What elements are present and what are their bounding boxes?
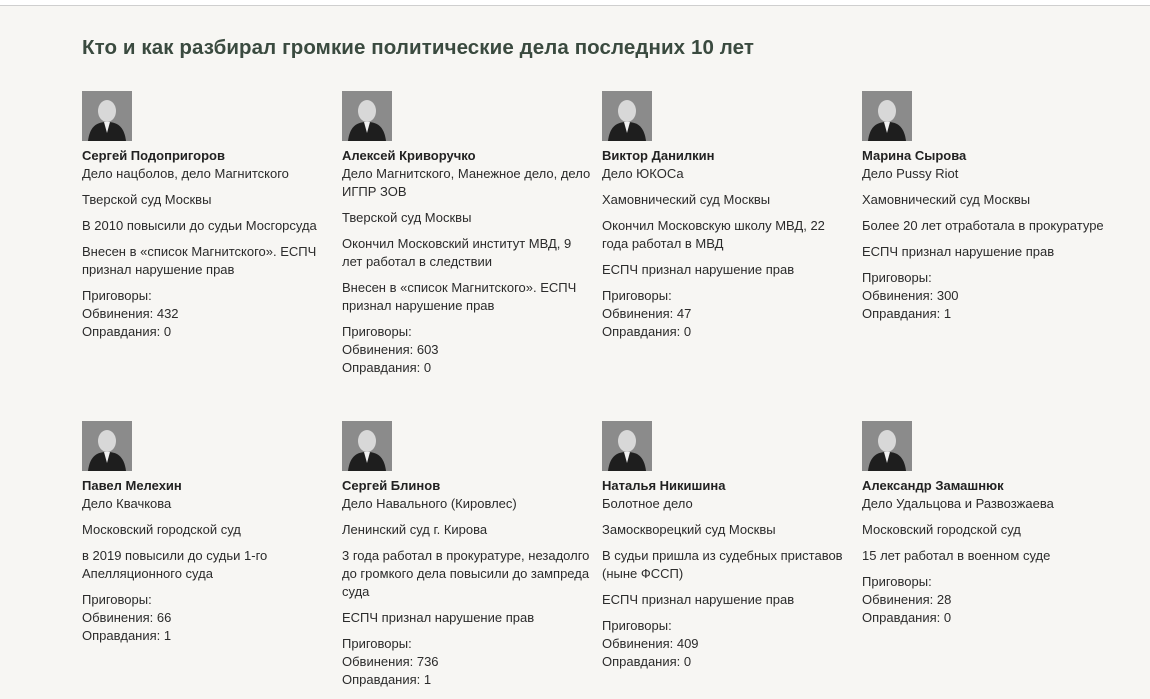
- judge-portrait-icon: [342, 421, 392, 471]
- judge-cases: Дело Удальцова и Развозжаева: [862, 496, 1054, 511]
- judge-card: [82, 91, 332, 377]
- verdicts-label: Приговоры:: [602, 618, 672, 633]
- judge-cases: Дело нацболов, дело Магнитского: [82, 166, 289, 181]
- verdicts-label: Приговоры:: [342, 636, 412, 651]
- judge-cases: Дело Навального (Кировлес): [342, 496, 517, 511]
- convictions-count: Обвинения: 28: [862, 592, 952, 607]
- top-divider: [0, 0, 1150, 6]
- acquittals-count: Оправдания: 0: [862, 610, 952, 625]
- judge-court: Московский городской суд: [862, 522, 1021, 537]
- judge-court: Хамовнический суд Москвы: [602, 192, 771, 207]
- convictions-count: Обвинения: 409: [602, 636, 699, 651]
- acquittals-count: Оправдания: 0: [82, 324, 172, 339]
- judge-name: Сергей Блинов: [342, 478, 441, 493]
- convictions-count: Обвинения: 66: [82, 610, 172, 625]
- verdict-stats: [862, 269, 1112, 323]
- acquittals-count: Оправдания: 0: [602, 324, 692, 339]
- convictions-count: Обвинения: 432: [82, 306, 179, 321]
- verdicts-label: Приговоры:: [82, 592, 152, 607]
- judge-card: [602, 91, 852, 377]
- judge-court: Московский городской суд: [82, 522, 241, 537]
- judge-court: Тверской суд Москвы: [82, 192, 212, 207]
- judge-card: [342, 421, 592, 689]
- verdict-stats: [82, 287, 332, 341]
- judge-court: Замоскворецкий суд Москвы: [602, 522, 776, 537]
- acquittals-count: Оправдания: 1: [82, 628, 172, 643]
- verdicts-label: Приговоры:: [862, 270, 932, 285]
- judge-portrait-icon: [82, 421, 132, 471]
- page-title: Кто и как разбирал громкие политические дела последних 10 лет: [82, 36, 754, 59]
- verdicts-label: Приговоры:: [342, 324, 412, 339]
- verdicts-label: Приговоры:: [82, 288, 152, 303]
- verdicts-label: Приговоры:: [602, 288, 672, 303]
- judge-note-extra: Внесен в «список Магнитского». ЕСПЧ признал нарушение прав: [342, 280, 577, 313]
- judge-note: 3 года работал в прокуратуре, незадолго до громкого дела повысили до зампреда суда: [342, 548, 590, 599]
- acquittals-count: Оправдания: 0: [342, 360, 432, 375]
- judge-card: [342, 91, 592, 377]
- judge-portrait-icon: [602, 421, 652, 471]
- verdict-stats: [342, 635, 592, 689]
- judge-portrait-icon: [342, 91, 392, 141]
- judge-note: В 2010 повысили до судьи Мосгорсуда: [82, 218, 317, 233]
- judge-card: [82, 421, 332, 689]
- verdicts-label: Приговоры:: [862, 574, 932, 589]
- convictions-count: Обвинения: 736: [342, 654, 439, 669]
- judge-card: [862, 91, 1112, 377]
- judge-note: Более 20 лет отработала в прокуратуре: [862, 218, 1104, 233]
- judge-cases: Дело Pussy Riot: [862, 166, 959, 181]
- judge-name: Наталья Никишина: [602, 478, 726, 493]
- verdict-stats: [602, 617, 852, 671]
- judge-note: 15 лет работал в военном суде: [862, 548, 1051, 563]
- judge-note: В судьи пришла из судебных приставов (ныне ФССП): [602, 548, 843, 581]
- judge-name: Алексей Криворучко: [342, 148, 476, 163]
- judge-portrait-icon: [862, 421, 912, 471]
- acquittals-count: Оправдания: 0: [602, 654, 692, 669]
- convictions-count: Обвинения: 47: [602, 306, 692, 321]
- judge-card: [602, 421, 852, 689]
- judge-card: [862, 421, 1112, 689]
- judge-court: Тверской суд Москвы: [342, 210, 472, 225]
- judge-cases: Дело Магнитского, Манежное дело, дело ИГПР ЗОВ: [342, 166, 591, 199]
- judge-note-extra: Внесен в «список Магнитского». ЕСПЧ признал нарушение прав: [82, 244, 317, 277]
- judge-note: Окончил Московский институт МВД, 9 лет работал в следствии: [342, 236, 572, 269]
- verdict-stats: [82, 591, 332, 645]
- judge-portrait-icon: [82, 91, 132, 141]
- verdict-stats: [862, 573, 1112, 627]
- judge-cases: Дело ЮКОСа: [602, 166, 684, 181]
- judge-note-extra: ЕСПЧ признал нарушение прав: [602, 592, 795, 607]
- judge-note-extra: ЕСПЧ признал нарушение прав: [342, 610, 535, 625]
- judge-name: Александр Замашнюк: [862, 478, 1004, 493]
- verdict-stats: [342, 323, 592, 377]
- judge-note-extra: ЕСПЧ признал нарушение прав: [602, 262, 795, 277]
- convictions-count: Обвинения: 300: [862, 288, 959, 303]
- verdict-stats: [602, 287, 852, 341]
- judge-portrait-icon: [602, 91, 652, 141]
- judge-court: Хамовнический суд Москвы: [862, 192, 1031, 207]
- judge-name: Виктор Данилкин: [602, 148, 715, 163]
- judge-name: Марина Сырова: [862, 148, 967, 163]
- judge-name: Сергей Подопригоров: [82, 148, 225, 163]
- judge-note-extra: ЕСПЧ признал нарушение прав: [862, 244, 1055, 259]
- judge-cases: Дело Квачкова: [82, 496, 172, 511]
- acquittals-count: Оправдания: 1: [862, 306, 952, 321]
- judge-note: Окончил Московскую школу МВД, 22 года работал в МВД: [602, 218, 825, 251]
- judge-cases: Болотное дело: [602, 496, 693, 511]
- acquittals-count: Оправдания: 1: [342, 672, 432, 687]
- judge-name: Павел Мелехин: [82, 478, 182, 493]
- convictions-count: Обвинения: 603: [342, 342, 439, 357]
- judge-note: в 2019 повысили до судьи 1-го Апелляционного суда: [82, 548, 268, 581]
- judge-portrait-icon: [862, 91, 912, 141]
- judges-grid: [82, 91, 1122, 689]
- judge-court: Ленинский суд г. Кирова: [342, 522, 488, 537]
